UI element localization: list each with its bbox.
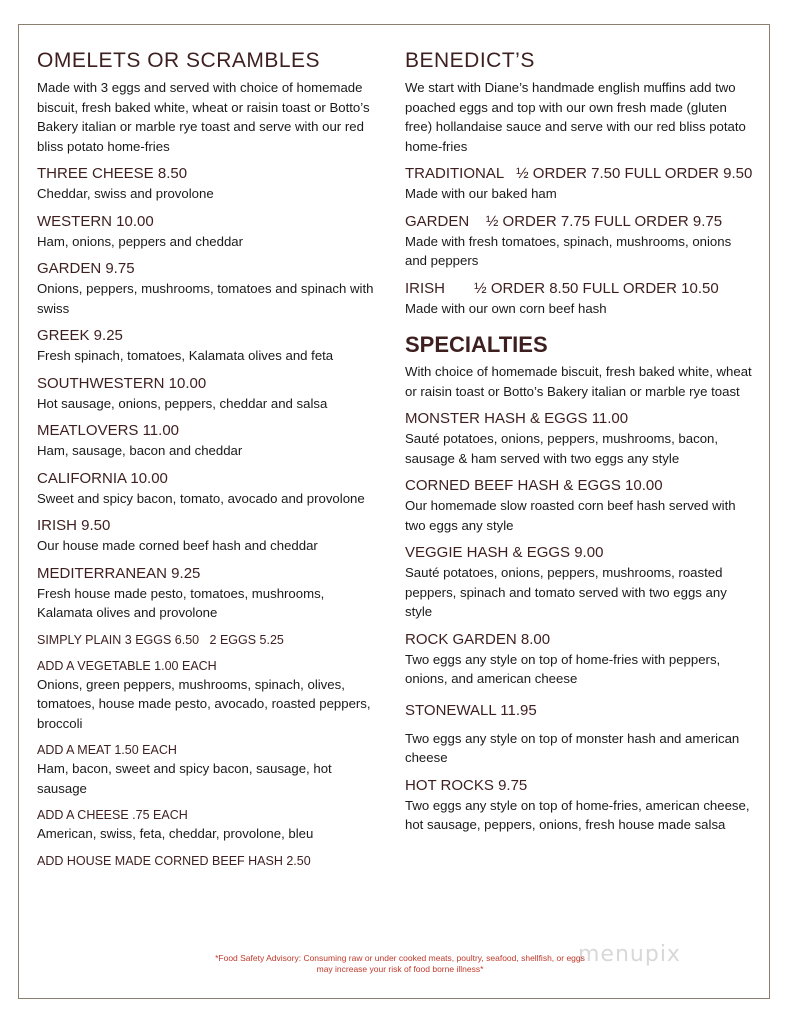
add-meat-label: ADD A MEAT 1.50 EACH xyxy=(37,743,177,757)
menu-item xyxy=(37,564,377,623)
menu-item xyxy=(405,409,755,468)
omelets-title: OMELETS OR SCRAMBLES xyxy=(37,49,321,72)
benedicts-description: We start with Diane’s handmade english muffins add two poached eggs and top with our own fresh made (gluten free) hollandaise sauce and serve with our red bliss potato home-fries xyxy=(405,80,746,154)
add-vegetable-description: Onions, green peppers, mushrooms, spinach, olives, tomatoes, house made pesto, avocado, roasted peppers, broccoli xyxy=(37,676,371,731)
item-description: Made with our baked ham xyxy=(405,186,557,201)
add-cheese-label: ADD A CHEESE .75 EACH xyxy=(37,808,188,822)
menu-item xyxy=(37,164,377,204)
item-description: Sauté potatoes, onions, peppers, mushrooms, bacon, sausage & ham served with two eggs any style xyxy=(405,431,719,466)
omelets-column xyxy=(37,48,377,870)
item-name: IRISH ½ ORDER 8.50 FULL ORDER 10.50 xyxy=(405,279,719,297)
item-name: MEATLOVERS 11.00 xyxy=(37,422,180,439)
item-name: GREEK 9.25 xyxy=(37,327,123,344)
add-cheese-item xyxy=(37,806,377,844)
menu-item xyxy=(405,476,755,535)
item-description: Cheddar, swiss and provolone xyxy=(37,186,214,201)
item-description: Ham, onions, peppers and cheddar xyxy=(37,233,244,249)
item-description: Two eggs any style on top of monster hash and american cheese xyxy=(405,730,740,765)
menu-item xyxy=(405,776,755,835)
menu-item xyxy=(405,164,755,204)
benedicts-title: BENEDICT’S xyxy=(405,49,535,72)
menu-item xyxy=(405,630,755,689)
advisory-line-2: may increase your risk of food borne illness* xyxy=(316,964,484,974)
advisory-line-1: *Food Safety Advisory: Consuming raw or under cooked meats, poultry, seafood, shellfish, or eggs xyxy=(215,953,585,963)
menu-item xyxy=(405,543,755,622)
item-name: HOT ROCKS 9.75 xyxy=(405,776,528,794)
item-description: Hot sausage, onions, peppers, cheddar and salsa xyxy=(37,395,328,411)
simply-plain-item xyxy=(37,631,377,649)
item-description: Two eggs any style on top of home-fries, american cheese, hot sausage, peppers, onions, fresh house made salsa xyxy=(405,797,750,832)
item-description: Two eggs any style on top of home-fries with peppers, onions, and american cheese xyxy=(405,651,721,686)
menu-item xyxy=(405,212,755,271)
menu-item xyxy=(37,259,377,318)
menu-item xyxy=(37,326,377,366)
item-name: CALIFORNIA 10.00 xyxy=(37,469,168,487)
specialties-title: SPECIALTIES xyxy=(405,332,548,357)
item-name: STONEWALL 11.95 xyxy=(405,701,537,719)
item-name: MONSTER HASH & EGGS 11.00 xyxy=(405,410,629,427)
item-name: TRADITIONAL ½ ORDER 7.50 FULL ORDER 9.50 xyxy=(405,165,753,182)
add-hash-item xyxy=(37,852,377,870)
food-safety-advisory xyxy=(150,953,650,975)
item-description: Our homemade slow roasted corn beef hash served with two eggs any style xyxy=(405,498,736,533)
menu-item xyxy=(405,701,755,768)
item-description: Our house made corned beef hash and cheddar xyxy=(37,538,318,553)
add-meat-item xyxy=(37,741,377,798)
menu-item xyxy=(37,212,377,252)
menu-item xyxy=(37,516,377,556)
specialties-description: With choice of homemade biscuit, fresh baked white, wheat or raisin toast or Botto’s Bakery italian or marble rye toast xyxy=(405,364,752,399)
watermark-logo: menupix xyxy=(578,942,681,967)
item-name: CORNED BEEF HASH & EGGS 10.00 xyxy=(405,477,663,494)
item-name: ROCK GARDEN 8.00 xyxy=(405,630,551,648)
simply-plain-label: SIMPLY PLAIN 3 EGGS 6.50 2 EGGS 5.25 xyxy=(37,632,284,647)
menu-item xyxy=(37,469,377,509)
item-description: Ham, sausage, bacon and cheddar xyxy=(37,443,243,458)
item-description: Sauté potatoes, onions, peppers, mushrooms, roasted peppers, spinach and tomato served with two eggs any style xyxy=(405,565,727,619)
right-column xyxy=(405,48,755,835)
item-description: Onions, peppers, mushrooms, tomatoes and spinach with swiss xyxy=(37,281,374,316)
item-name: VEGGIE HASH & EGGS 9.00 xyxy=(405,544,604,561)
item-description: Made with fresh tomatoes, spinach, mushrooms, onions and peppers xyxy=(405,233,732,268)
item-description: Made with our own corn beef hash xyxy=(405,300,607,316)
menu-item xyxy=(37,421,377,461)
item-name: GARDEN 9.75 xyxy=(37,260,135,277)
add-hash-label: ADD HOUSE MADE CORNED BEEF HASH 2.50 xyxy=(37,853,311,868)
add-meat-description: Ham, bacon, sweet and spicy bacon, sausage, hot sausage xyxy=(37,761,332,796)
item-name: SOUTHWESTERN 10.00 xyxy=(37,374,207,392)
item-name: MEDITERRANEAN 9.25 xyxy=(37,564,201,582)
omelets-description: Made with 3 eggs and served with choice of homemade biscuit, fresh baked white, wheat or raisin toast or Botto’s Bakery italian or marble rye toast and serve with our red bliss potato home-fries xyxy=(37,80,370,154)
item-name: WESTERN 10.00 xyxy=(37,212,154,230)
menu-item xyxy=(37,374,377,414)
item-name: THREE CHEESE 8.50 xyxy=(37,165,188,182)
item-name: GARDEN ½ ORDER 7.75 FULL ORDER 9.75 xyxy=(405,212,723,230)
item-description: Sweet and spicy bacon, tomato, avocado and provolone xyxy=(37,490,365,506)
item-description: Fresh spinach, tomatoes, Kalamata olives and feta xyxy=(37,348,334,363)
add-vegetable-label: ADD A VEGETABLE 1.00 EACH xyxy=(37,658,217,673)
item-description: Fresh house made pesto, tomatoes, mushrooms, Kalamata olives and provolone xyxy=(37,585,325,620)
menu-item xyxy=(405,279,755,319)
item-name: IRISH 9.50 xyxy=(37,517,111,534)
add-vegetable-item xyxy=(37,657,377,734)
add-cheese-description: American, swiss, feta, cheddar, provolone, bleu xyxy=(37,826,314,841)
